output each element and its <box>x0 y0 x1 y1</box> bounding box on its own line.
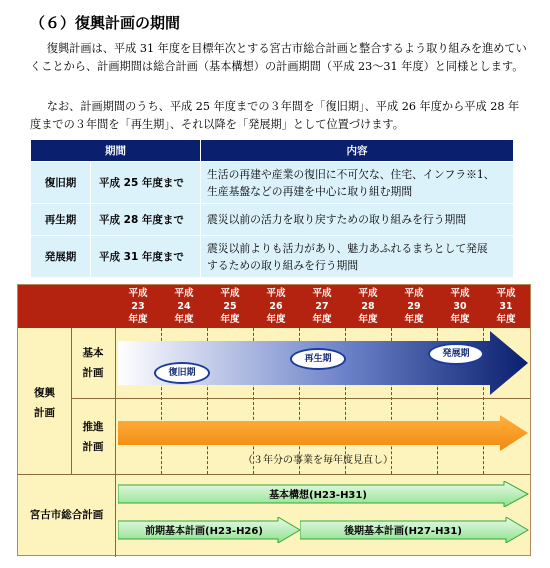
year-header <box>18 285 530 328</box>
kihon-koso-label: 基本構想(H23-H31) <box>269 490 367 501</box>
table-row <box>31 204 514 236</box>
phase-table <box>30 139 514 278</box>
suishin-note: （３年分の事業を毎年度見直し） <box>243 455 393 466</box>
table-row <box>31 236 514 278</box>
zenki-label: 前期基本計画(H23-H26) <box>145 526 263 537</box>
header-content: 内容 <box>201 140 514 162</box>
paragraph-2: なお、計画期間のうち、平成 25 年度までの３年間を「復旧期」、平成 26 年度から平成 28 年度までの３年間を「再生期」、それ以降を「発展期」として位置づけます。 <box>30 100 520 131</box>
year-label: 平成 27 年度 <box>312 288 332 325</box>
phase-saisei-badge: 再生期 <box>290 348 346 370</box>
divider <box>115 475 116 557</box>
year-label: 平成 28 年度 <box>358 288 378 325</box>
koki-label: 後期基本計画(H27-H31) <box>344 526 462 537</box>
table-row <box>31 162 514 204</box>
row-label-kihon: 基本 計画 <box>82 347 104 379</box>
phase-content: 震災以前の活力を取り戻すための取り組みを行う期間 <box>201 204 514 236</box>
year-label: 平成 31 年度 <box>496 288 516 325</box>
phase-content: 生活の再建や産業の復旧に不可欠な、住宅、インフラ※1、 生産基盤などの再建を中心に取り組む期間 <box>201 162 514 204</box>
year-label: 平成 30 年度 <box>450 288 470 325</box>
phase-period: 平成 25 年度まで <box>91 162 201 204</box>
group-label-fukko: 復興 計画 <box>34 387 55 419</box>
phase-content: 震災以前よりも活力があり、魅力あふれるまちとして発展 するための取り組みを行う期間 <box>201 236 514 278</box>
phase-period: 平成 31 年度まで <box>91 236 201 278</box>
divider <box>71 398 530 399</box>
year-label: 平成 29 年度 <box>404 288 424 325</box>
table-header-row <box>31 140 514 162</box>
phase-hatten-badge: 発展期 <box>428 343 484 365</box>
phase-fukkyu-badge: 復旧期 <box>154 362 210 384</box>
paragraph-1: 復興計画は、平成 31 年度を目標年次とする宮古市総合計画と整合するよう取り組みを進めていくことから、計画期間は総合計画（基本構想）の計画期間（平成 23～31 年度）と同様とします。 <box>30 42 527 73</box>
row-label-suishin: 推進 計画 <box>82 421 104 453</box>
year-label: 平成 24 年度 <box>174 288 194 325</box>
header-period: 期間 <box>31 140 201 162</box>
year-label: 平成 25 年度 <box>220 288 240 325</box>
timeline-diagram <box>17 284 531 556</box>
year-label: 平成 23 年度 <box>128 288 148 325</box>
divider <box>115 328 116 474</box>
suishin-arrow <box>118 415 530 451</box>
phase-name: 復旧期 <box>31 162 91 204</box>
group-label-sogo: 宮古市総合計画 <box>29 509 104 521</box>
phase-name: 再生期 <box>31 204 91 236</box>
section-heading: （６）復興計画の期間 <box>30 14 181 32</box>
year-label: 平成 26 年度 <box>266 288 286 325</box>
phase-name: 発展期 <box>31 236 91 278</box>
divider <box>18 474 530 475</box>
phase-period: 平成 28 年度まで <box>91 204 201 236</box>
